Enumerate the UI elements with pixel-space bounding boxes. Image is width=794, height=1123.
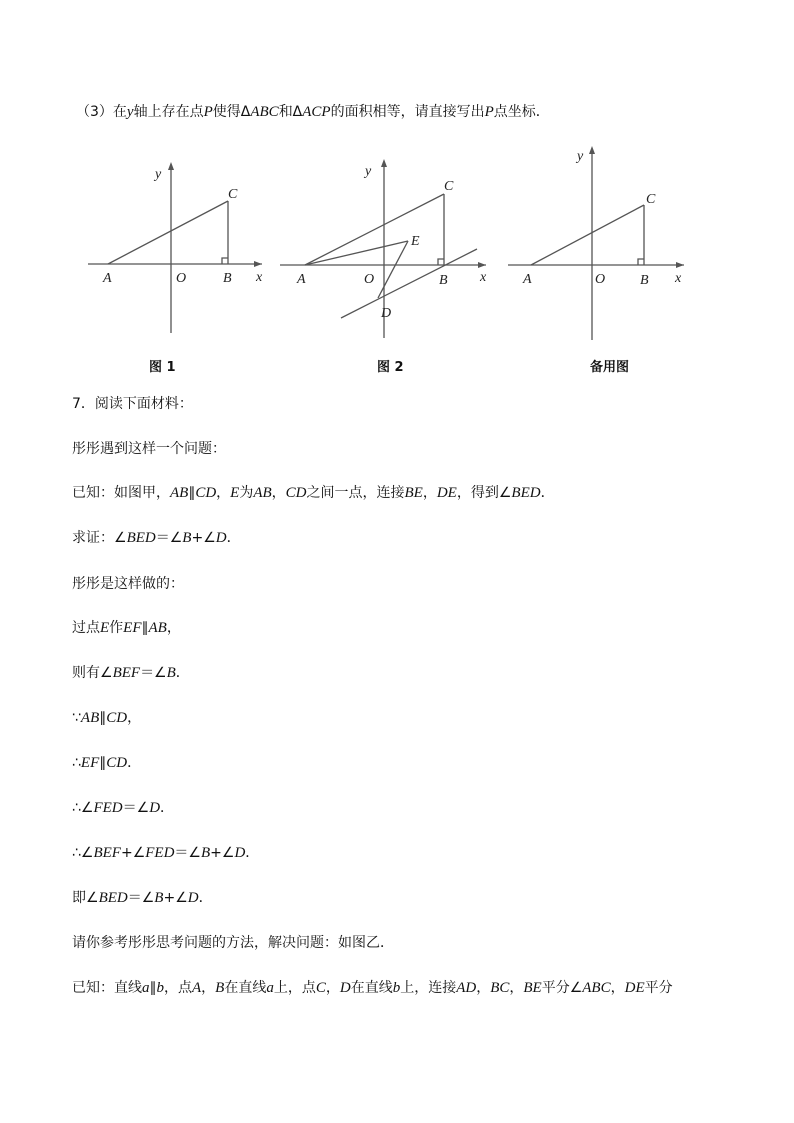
label-x: x	[675, 271, 682, 286]
caption-figure-1: 图 1	[149, 360, 176, 375]
label-o: O	[595, 272, 606, 287]
proof-step-3: ∵AB∥CD，	[72, 710, 142, 726]
x-axis-arrow	[676, 262, 684, 268]
y-axis-arrow	[589, 146, 595, 154]
label-b: B	[223, 271, 232, 286]
label-d: D	[381, 306, 392, 321]
proof-step-5: ∴∠FED＝∠D．	[72, 800, 175, 816]
known-statement: 已知：如图甲，AB∥CD，E为AB，CD之间一点，连接BE，DE，得到∠BED．	[72, 485, 555, 501]
label-a: A	[103, 271, 112, 286]
segment-ac	[531, 205, 644, 265]
label-y: y	[577, 149, 584, 164]
proof-step-6: ∴∠BEF+∠FED＝∠B+∠D．	[72, 845, 260, 861]
label-b: B	[439, 273, 448, 288]
prove-statement: 求证：∠BED＝∠B+∠D．	[72, 530, 241, 546]
proof-step-1: 过点E作EF∥AB，	[72, 620, 181, 636]
proof-step-4: ∴EF∥CD．	[72, 755, 142, 771]
label-o: O	[176, 271, 187, 286]
label-a: A	[523, 272, 532, 287]
label-o: O	[364, 272, 375, 287]
proof-step-2: 则有∠BEF＝∠B．	[72, 665, 190, 681]
label-c: C	[646, 192, 656, 207]
method-intro: 彤彤是这样做的：	[72, 576, 184, 592]
task-instruction: 请你参考彤彤思考问题的方法，解决问题：如图乙．	[72, 935, 394, 951]
label-e: E	[411, 234, 420, 249]
problem-7-intro: 彤彤遇到这样一个问题：	[72, 441, 226, 457]
label-y: y	[365, 164, 372, 179]
label-c: C	[444, 179, 454, 194]
problem-7-title: 7．阅读下面材料：	[72, 396, 193, 412]
label-b: B	[640, 273, 649, 288]
figure-3-backup	[0, 0, 794, 400]
label-x: x	[480, 270, 487, 285]
label-y: y	[155, 167, 162, 182]
proof-step-7: 即∠BED＝∠B+∠D．	[72, 890, 213, 906]
label-x: x	[256, 270, 263, 285]
caption-figure-2: 图 2	[377, 360, 404, 375]
label-a: A	[297, 272, 306, 287]
question-3-text: （3）在y轴上存在点P使得ΔABC和ΔACP的面积相等，请直接写出P点坐标．	[76, 104, 550, 120]
caption-figure-3: 备用图	[590, 360, 630, 375]
right-angle-mark	[638, 259, 644, 265]
given-statement-b: 已知：直线a∥b，点A，B在直线a上，点C，D在直线b上，连接AD，BC，BE平分∠ABC，DE平分	[72, 980, 673, 996]
label-c: C	[228, 187, 238, 202]
